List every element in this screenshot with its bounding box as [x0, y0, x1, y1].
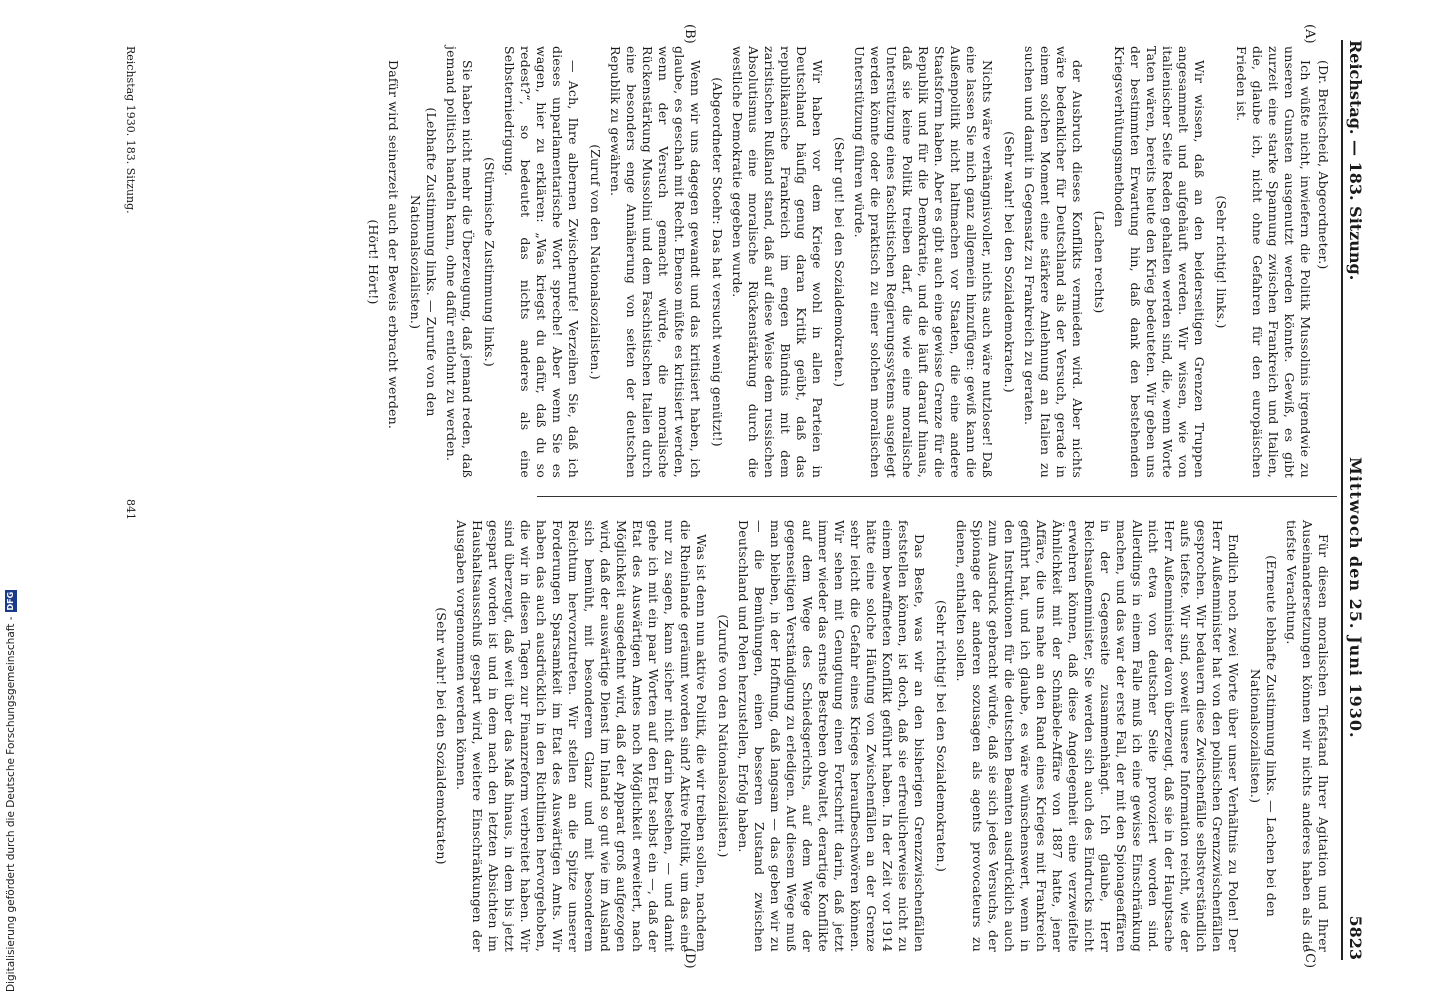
page-number: 5823: [1346, 915, 1366, 960]
paragraph: der Ausbruch dieses Konflikts vermieden wird. Aber nichts wäre bedenklicher für Deutschland als der Versuch, gerade in einem solchen Moment eine stärkere Anlehnung an Italien zu suchen und damit in Gegensatz zu Frankreich zu geraten.: [1022, 46, 1085, 478]
interjection: (Zurufe von den Nationalsozialisten.): [716, 614, 731, 858]
paragraph: Wir haben vor dem Kriege wohl in allen Parteien in Deutschland häufig genug daran Kritik geübt, daß das republikanische Frankreich im engen Bündnis mit dem zaristischen Rußland stand, daß auf diese Weise dem russischen Absolutismus eine moralische Rückenstärkung durch die westliche Demokratie gegeben wurde.: [730, 46, 825, 478]
paragraph: Dafür wird seinerzeit auch der Beweis erbracht werden.: [386, 60, 401, 430]
dfg-logo: DFG: [6, 591, 15, 611]
footer-left: Reichstag 1930. 183. Sitzung.: [124, 46, 137, 214]
column-divider: [537, 496, 1337, 497]
dfg-credit: [4, 591, 18, 992]
interjection: (Zuruf von den Nationalsozialisten.): [588, 144, 603, 380]
header-left: Reichstag. — 183. Sitzung.: [1346, 40, 1366, 281]
header-date: Mittwoch den 25. Juni 1930.: [1346, 457, 1366, 739]
left-paragraphs: [365, 46, 1313, 478]
interjection: (Stürmische Zustimmung links.): [482, 156, 497, 368]
paragraph: Wir wissen, daß an den beiderseitigen Grenzen Truppen angesammelt und aufgehäuft werden. Wir wissen, wie von italienischer Seite Reden gehalten werden sind, die, wenn Worte Taten wären, bereits heute den Krieg bedeuteten. Wir geben uns der bestimmten Erwartung hin, daß dank den bestehenden Kriegsverhütungsmethoden: [1112, 46, 1207, 478]
interjection: (Sehr richtig! links.): [1214, 195, 1229, 329]
interjection: (Lachen rechts): [1092, 210, 1107, 314]
speaker-line: (Dr. Breitscheid, Abgeordneter.): [1316, 60, 1331, 270]
interjection: (Sehr gut! bei den Sozialdemokraten.): [832, 136, 847, 388]
paragraph: Was ist denn nun aktive Politik, die wir treiben sollen, nachdem die Rheinlande geräumt worden sind? Aktive Politik, um das eine nur zu sagen, kann sicher nicht darin bestehen, — und damit gehe ich mit ein paar Worten auf den Etat selbst ein —, daß der Etat des Auswärtigen Amtes noch Möglichkeit erweitert, nach Möglichkeit ausgedehnt wird, daß der Apparat groß aufgezogen wird, daß der auswärtige Dienst im Inland so gut wie im Ausland sich bemüht, mit besonderem Glanz und mit besonderem Reichtum hervorzutreten. Wir stellen an die Spitze unserer Forderungen Sparsamkeit im Etat des Auswärtigen Amts. Wir haben das auch ausdrücklich in den Richtlinien hervorgehoben, die wir in diesen Tagen zur Finanzreform verbreitet haben. Wir sind überzeugt, daß weit über das Maß hinaus, in dem bis jetzt gespart worden ist und in dem nach den letzten Absichten im Haushaltsausschuß gespart wird, weitere Einschränkungen der Ausgaben vorgenommen werden können.: [454, 520, 709, 952]
margin-letter-d: (D): [682, 948, 697, 969]
portrait-page: [57, 20, 1377, 980]
paragraph: Wenn wir uns dagegen gewandt und das kritisiert haben, ich glaube, es geschah mit Recht. Ebenso müßte es kritisiert werden, wenn der Versuch gemacht würde, die moralische Rückenstärkung Mussolini und dem Faschistischen Italien durch eine besonders enge Annäherung von seiten der deutschen Republik zu gewähren.: [608, 46, 703, 478]
paragraph: Für diesen moralischen Tiefstand Ihrer Agitation und Ihrer Auseinandersetzungen können wir nichts anderes haben als die tiefste Verachtung.: [1284, 520, 1331, 952]
interjection: (Abgeordneter Stoehr: Das hat versucht wenig genützt!): [710, 77, 725, 447]
margin-letter-a: (A): [1302, 24, 1317, 44]
interjection: (Lebhafte Zustimmung links. — Zurufe von den Nationalsozialisten.): [408, 107, 439, 417]
right-column: [427, 520, 1331, 952]
interjection: (Sehr wahr! bei den Sozialdemokraten): [434, 607, 449, 865]
right-paragraphs: [433, 520, 1331, 952]
footer-page-number: 841: [124, 499, 137, 520]
interjection: (Erneute lebhafte Zustimmung links. — Lachen bei den Nationalsozialisten.): [1248, 555, 1279, 917]
paragraph: Ich wüßte nicht, inwiefern die Politik Mussolinis irgendwie zu unseren Gunsten ausgenutzt werden könnte. Gewiß, es gibt zurzeit eine starke Spannung zwischen Frankreich und Italien, die, glaube ich, nicht ohne Gefahren für den europäischen Frieden ist.: [1234, 46, 1313, 478]
interjection: (Sehr richtig! bei den Sozialdemokraten.): [934, 599, 949, 873]
paragraph: Nichts wäre verhängnisvoller, nichts auch wäre nutzloser! Daß eine lassen Sie mich ganz allgemein hinzufügen: gewiß kann die Außenpolitik nicht haltmachen vor Staaten, die eine andere Staatsform haben. Aber es gibt auch eine gewisse Grenze für die Republik und für die Demokratie, und die läuft darauf hinaus, daß sie keine Politik treiben darf, die wie eine moralische Unterstützung eines faschistischen Regierungssystems ausgelegt werden könnte oder die praktisch zu einer solchen moralischen Unterstützung führen würde.: [852, 46, 995, 478]
paragraph: — Ach, Ihre albernen Zwischenrufe! Verzeihen Sie, daß ich dieses unparlamentarische Wort spreche! Aber wenn Sie es wagen, hier zu erklären: „Was kriegst du dafür, daß du so redest?“, so bedeutet das nichts anderes als eine Selbsterniedrigung.: [502, 46, 581, 478]
page-header: [1341, 40, 1369, 960]
margin-letter-b: (B): [682, 24, 697, 44]
interjection: (Sehr wahr! bei den Sozialdemokraten.): [1002, 131, 1017, 393]
margin-letter-c: (C): [1302, 948, 1317, 969]
paragraph: Sie haben nicht mehr die Überzeugung, daß jemand reden, daß jemand politisch handeln kann, ohne dafür entlohnt zu werden.: [444, 46, 475, 478]
credit-text: Digitalisierung gefördert durch die Deutsche Forschungsgemeinschaft -: [5, 616, 17, 992]
paragraph: Das Beste, was wir an den bisherigen Grenzzwischenfällen feststellen können, ist doch, daß sie erfreulicherweise nicht zu einem bewaffneten Konflikt geführt haben. In der Zeit vor 1914 hätte eine solche Häufung von Zwischenfällen an der Grenze sehr leicht die Gefahr eines Krieges heraufbeschwören können. Wir sehen mit Genugtuung einen Fortschritt darin, daß jetzt immer wieder das ernste Bestreben obwaltet, derartige Konflikte auf dem Wege des Schiedsgerichts, auf dem Wege der gegenseitigen Verständigung zu erledigen. Auf diesem Wege muß man bleiben, in der Hoffnung, daß langsam — das geben wir zu — die Bemühungen, einen besseren Zustand zwischen Deutschland und Polen herzustellen, Erfolg haben.: [736, 520, 927, 952]
paragraph: Endlich noch zwei Worte über unser Verhältnis zu Polen! Der Herr Außenminister hat von den polnischen Grenzzwischenfällen gesprochen. Wir bedauern diese Zwischenfälle selbstverständlich aufs tiefste. Wir sind, soweit unsere Information reicht, wie der Herr Außenminister davon überzeugt, daß sie in der Hauptsache nicht etwa von deutscher Seite provoziert worden sind. Allerdings in einem Falle muß ich eine gewisse Einschränkung machen, und das war der erste Fall, der mit den Spionageaffären in der Gegenseite zusammenhängt. Ich glaube, Herr Reichsaußenminister, Sie werden sich auch des Eindrucks nicht erwehren können, daß diese Angelegenheit eine verzweifelte Ähnlichkeit mit der Schnäbele-Affäre von 1887 hatte, jener Affäre, die uns nahe an den Rand eines Krieges mit Frankreich geführt hat, und ich glaube, es wäre wünschenswert, wenn in den Instruktionen für die deutschen Beamten ausdrücklich auch zum Ausdruck gebracht würde, daß sie sich jedes Versuchs, der Spionage der anderen sozusagen als agents provocateurs zu dienen, enthalten sollen.: [954, 520, 1241, 952]
interjection: (Hört! Hört!): [366, 219, 381, 305]
left-column: [359, 46, 1331, 478]
